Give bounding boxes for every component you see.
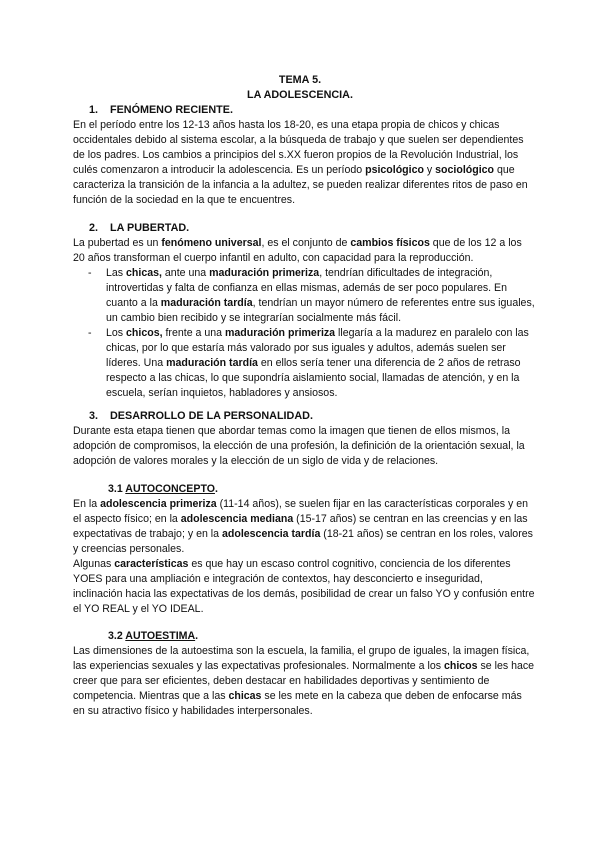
bold-text: adolescencia primeriza xyxy=(100,498,217,510)
text-run: (18-21 años) se centran en los roles, valores y creencias personales. xyxy=(73,528,533,555)
section-title: LA PUBERTAD. xyxy=(110,222,190,234)
text-run: en ellos sería tener una diferencia de 2 años de retraso respecto a las chicas, lo que supondría aislamiento social, llamadas de atención, y en la escuela, serían inquietos, habladores y ansiosos. xyxy=(106,357,521,399)
text-run: Algunas xyxy=(73,558,115,570)
text-run: que de los 12 a los 20 años transforman el cuerpo infantil en adulto, con capacidad para la reproducción. xyxy=(73,237,522,264)
text-run: se les hace creer que para ser eficientes, deben destacar en habilidades deportivas y sentimiento de competencia. Mientras que a las xyxy=(73,660,535,702)
bold-text: chicas, xyxy=(126,267,162,279)
tema-label: TEMA 5. xyxy=(278,74,322,86)
text-run: es que hay un escaso control cognitivo, conciencia de los diferentes YOES para una ampliación e integración de contextos, hay desconcierto e inseguridad, inclinación hacia las expectativas de los demás, posibilidad de crear un falso YO y confusión entre el YO REAL y el YO IDEAL. xyxy=(73,558,535,615)
paragraph xyxy=(73,236,535,266)
text-run: ante una xyxy=(161,267,210,279)
text-run: La pubertad es un xyxy=(73,237,162,249)
text-run: (15-17 años) se centran en las creencias y en las expectativas de trabajo; y en la xyxy=(73,513,528,540)
paragraph xyxy=(73,557,535,617)
section-title: DESARROLLO DE LA PERSONALIDAD. xyxy=(110,410,313,422)
list-item xyxy=(73,266,535,326)
text-run: se les mete en la cabeza que deben de enfocarse más en su atractivo físico y habilidades interpersonales. xyxy=(73,690,522,717)
text-run: , tendrían dificultades de integración, introvertidas y falta de confianza en ellas mismas, además de ser poco populares. En cuanto a la xyxy=(106,267,508,309)
section-title: FENÓMENO RECIENTE. xyxy=(110,104,233,116)
bold-text: cambios físicos xyxy=(350,237,430,249)
text-run: En el período entre los 12-13 años hasta los 18-20, es una etapa propia de chicos y chicas occidentales debido al sistema escolar, a la búsqueda de trabajo y que suelen ser dependientes de los padres. Los cambios a principios del s.XX fueron propios de la Revolución Industrial, los culés comenzaron a introducir la adolescencia. Es un período xyxy=(73,119,524,176)
subsection-dot: . xyxy=(214,483,218,495)
paragraph xyxy=(73,497,535,557)
text-run: frente a una xyxy=(162,327,225,339)
section-pubertad xyxy=(73,221,535,401)
text-run: (11-14 años), se suelen fijar en las características corporales y en el aspecto físico; en la xyxy=(73,498,528,525)
text-run: Los xyxy=(106,327,127,339)
section-fenomeno-reciente xyxy=(73,103,535,208)
section-autoconcepto xyxy=(73,482,535,617)
bold-text: chicas xyxy=(228,690,262,702)
text-run: Las dimensiones de la autoestima son la escuela, la familia, el grupo de iguales, la imagen física, las experiencias sexuales y las expectativas profesionales. Normalmente a los xyxy=(73,645,530,672)
bold-text: fenómeno universal xyxy=(161,237,262,249)
bullet-dash: - xyxy=(88,327,92,339)
bold-text: chicos, xyxy=(126,327,163,339)
bullet-list xyxy=(73,266,535,401)
bold-text: características xyxy=(114,558,189,570)
subsection-title: AUTOCONCEPTO xyxy=(125,483,215,495)
section-heading xyxy=(73,221,535,236)
bold-text: sociológico xyxy=(435,164,495,176)
text-run: llegaría a la madurez en paralelo con las chicas, por lo que estaría más valorado por sus iguales y adultos, además suelen ser líderes. Una xyxy=(106,327,529,369)
section-number: 1. xyxy=(89,104,99,116)
bold-text: adolescencia tardía xyxy=(222,528,321,540)
bold-text: chicos xyxy=(443,660,478,672)
text-run: Las xyxy=(106,267,127,279)
section-autoestima xyxy=(73,629,535,719)
bullet-dash: - xyxy=(88,267,92,279)
document-title-block xyxy=(0,73,600,103)
paragraph: Durante esta etapa tienen que abordar temas como la imagen que tienen de ellos mismos, la adopción de compromisos, la elección de una profesión, la definición de la orientación sexual, la adopción de valores morales y la elección de un siglo de vida y de relaciones. xyxy=(73,425,525,467)
text-run: y xyxy=(423,164,436,176)
subsection-title: AUTOESTIMA xyxy=(125,630,196,642)
document-title: LA ADOLESCENCIA. xyxy=(247,89,353,101)
section-heading xyxy=(73,103,535,118)
section-number: 2. xyxy=(89,222,99,234)
bold-text: maduración primeriza xyxy=(209,267,320,279)
bold-text: adolescencia mediana xyxy=(180,513,294,525)
text-run: que caracteriza la transición de la infancia a la adultez, se pueden realizar diferentes ritos de paso en función de la sociedad en la que te encuentres. xyxy=(73,164,528,206)
subsection-heading xyxy=(73,482,535,497)
list-item xyxy=(73,326,535,401)
subsection-number: 3.2 xyxy=(108,630,123,642)
section-desarrollo-personalidad xyxy=(73,409,535,469)
text-run: En la xyxy=(73,498,101,510)
bold-text: maduración tardía xyxy=(166,357,258,369)
section-number: 3. xyxy=(89,410,99,422)
bold-text: maduración tardía xyxy=(160,297,253,309)
bold-text: maduración primeriza xyxy=(224,327,336,339)
section-heading xyxy=(73,409,535,424)
subsection-heading xyxy=(73,629,535,644)
bold-text: psicológico xyxy=(365,164,424,176)
subsection-dot: . xyxy=(195,630,199,642)
subsection-number: 3.1 xyxy=(108,483,123,495)
paragraph xyxy=(73,118,535,208)
text-run: , tendrían un mayor número de referentes entre sus iguales, un cambio bien recibido y se integrarían socialmente más fácil. xyxy=(106,297,535,324)
text-run: , es el conjunto de xyxy=(261,237,351,249)
paragraph xyxy=(73,644,535,719)
